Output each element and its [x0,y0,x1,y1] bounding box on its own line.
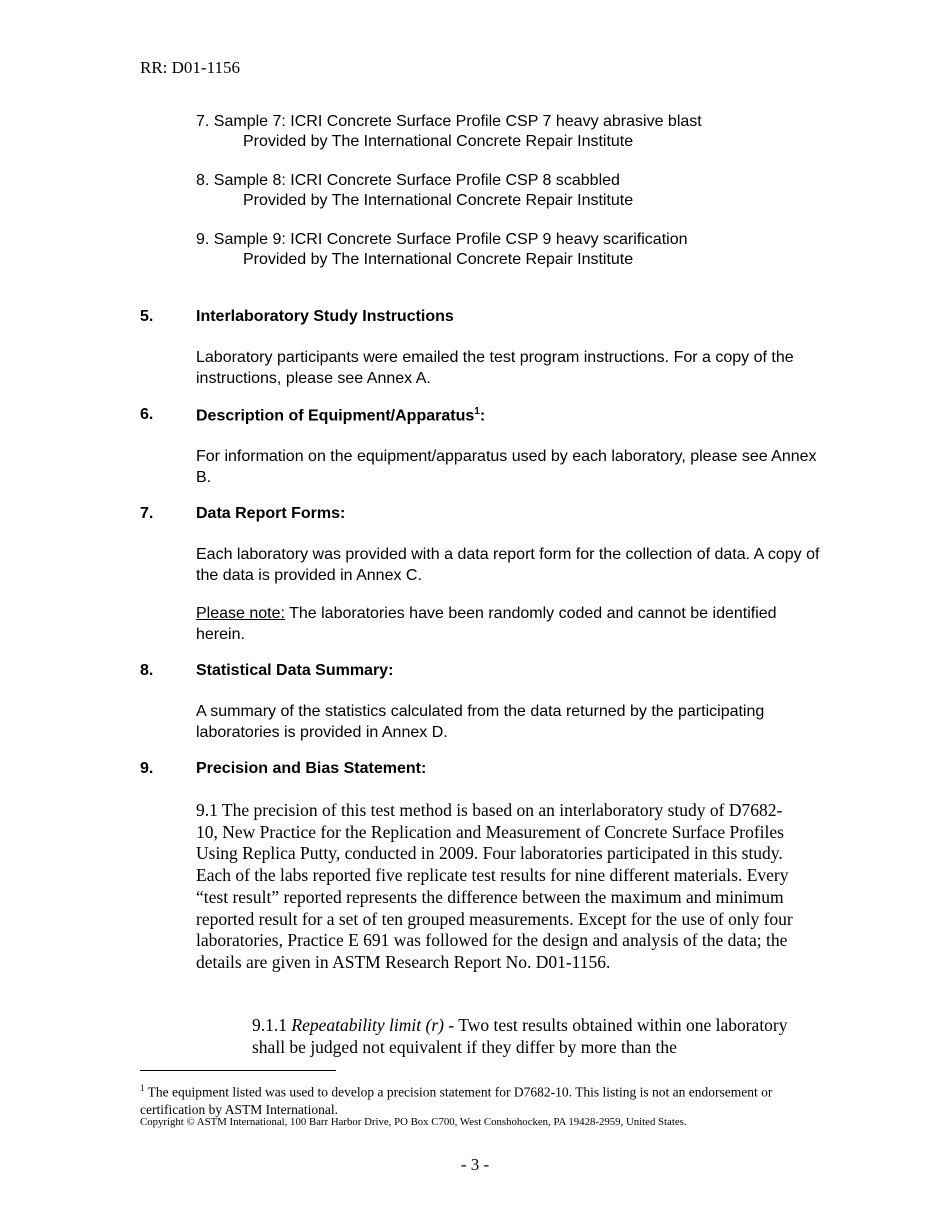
repeatability-term: Repeatability limit (r) [291,1015,444,1035]
section-9-number: 9. [140,760,154,777]
section-7-note [196,603,821,645]
sample-8-title: 8. Sample 8: ICRI Concrete Surface Profile CSP 8 scabbled [196,172,620,189]
section-8-body: A summary of the statistics calculated from the data returned by the participating laboratories is provided in Annex D. [196,703,765,741]
note-body: The laboratories have been randomly coded and cannot be identified herein. [196,605,777,643]
section-9-1-1-paragraph [252,1015,812,1058]
subsection-body: - Two test results obtained within one laboratory shall be judged not equivalent if they differ by more than the [252,1015,788,1057]
sample-8-item [196,171,816,211]
report-number-header: RR: D01-1156 [140,58,240,77]
copyright-notice: Copyright © ASTM International, 100 Barr Harbor Drive, PO Box C700, West Conshohocken, PA 19428-2959, United States. [140,1116,687,1128]
section-8-heading: Statistical Data Summary: [196,662,394,679]
sample-9-title: 9. Sample 9: ICRI Concrete Surface Profile CSP 9 heavy scarification [196,231,688,248]
section-6-heading-text: Description of Equipment/Apparatus [196,407,475,425]
subsection-number: 9.1.1 [252,1015,292,1035]
footnote [140,1080,820,1118]
section-5-heading: Interlaboratory Study Instructions [196,308,454,325]
sample-7-provider: Provided by The International Concrete Repair Institute [243,133,634,150]
note-label: Please note: [196,605,285,622]
section-6-body: For information on the equipment/apparatus used by each laboratory, please see Annex B. [196,448,817,486]
section-9-heading: Precision and Bias Statement: [196,760,427,777]
sample-7-title: 7. Sample 7: ICRI Concrete Surface Profile CSP 7 heavy abrasive blast [196,113,702,130]
sample-9-provider: Provided by The International Concrete Repair Institute [243,251,634,268]
sample-7-item [196,112,816,152]
footnote-separator [140,1070,336,1071]
section-6-number: 6. [140,406,154,423]
section-6-heading-colon: : [479,407,486,425]
section-7-number: 7. [140,505,154,522]
sample-9-item [196,230,816,270]
section-5-number: 5. [140,308,154,325]
footnote-reference: 1 [474,406,480,417]
section-7-heading: Data Report Forms: [196,505,346,522]
section-7-body: Each laboratory was provided with a data report form for the collection of data. A copy of the data is provided in Annex C. [196,546,820,584]
footnote-text: The equipment listed was used to develop a precision statement for D7682-10. This listing is not an endorsement or certification by ASTM International. [140,1084,773,1117]
section-6-heading [196,406,485,425]
section-9-1-paragraph: 9.1 The precision of this test method is based on an interlaboratory study of D7682-10, New Practice for the Replication and Measurement of Concrete Surface Profiles Using Replica Putty, conducted in 2009. Four laboratories participated in this study. Each of the labs reported five replicate test results for nine different materials. Every “test result” reported represents the difference between the maximum and minimum reported result for a set of ten grouped measurements. Except for the use of only four laboratories, Practice E 691 was followed for the design and analysis of the data; the details are given in ASTM Research Report No. D01-1156. [196,800,793,972]
section-5-body: Laboratory participants were emailed the test program instructions. For a copy of the instructions, please see Annex A. [196,349,794,387]
page-number: - 3 - [460,1155,490,1174]
footnote-mark: 1 [140,1083,145,1093]
section-8-number: 8. [140,662,154,679]
sample-8-provider: Provided by The International Concrete Repair Institute [243,192,634,209]
